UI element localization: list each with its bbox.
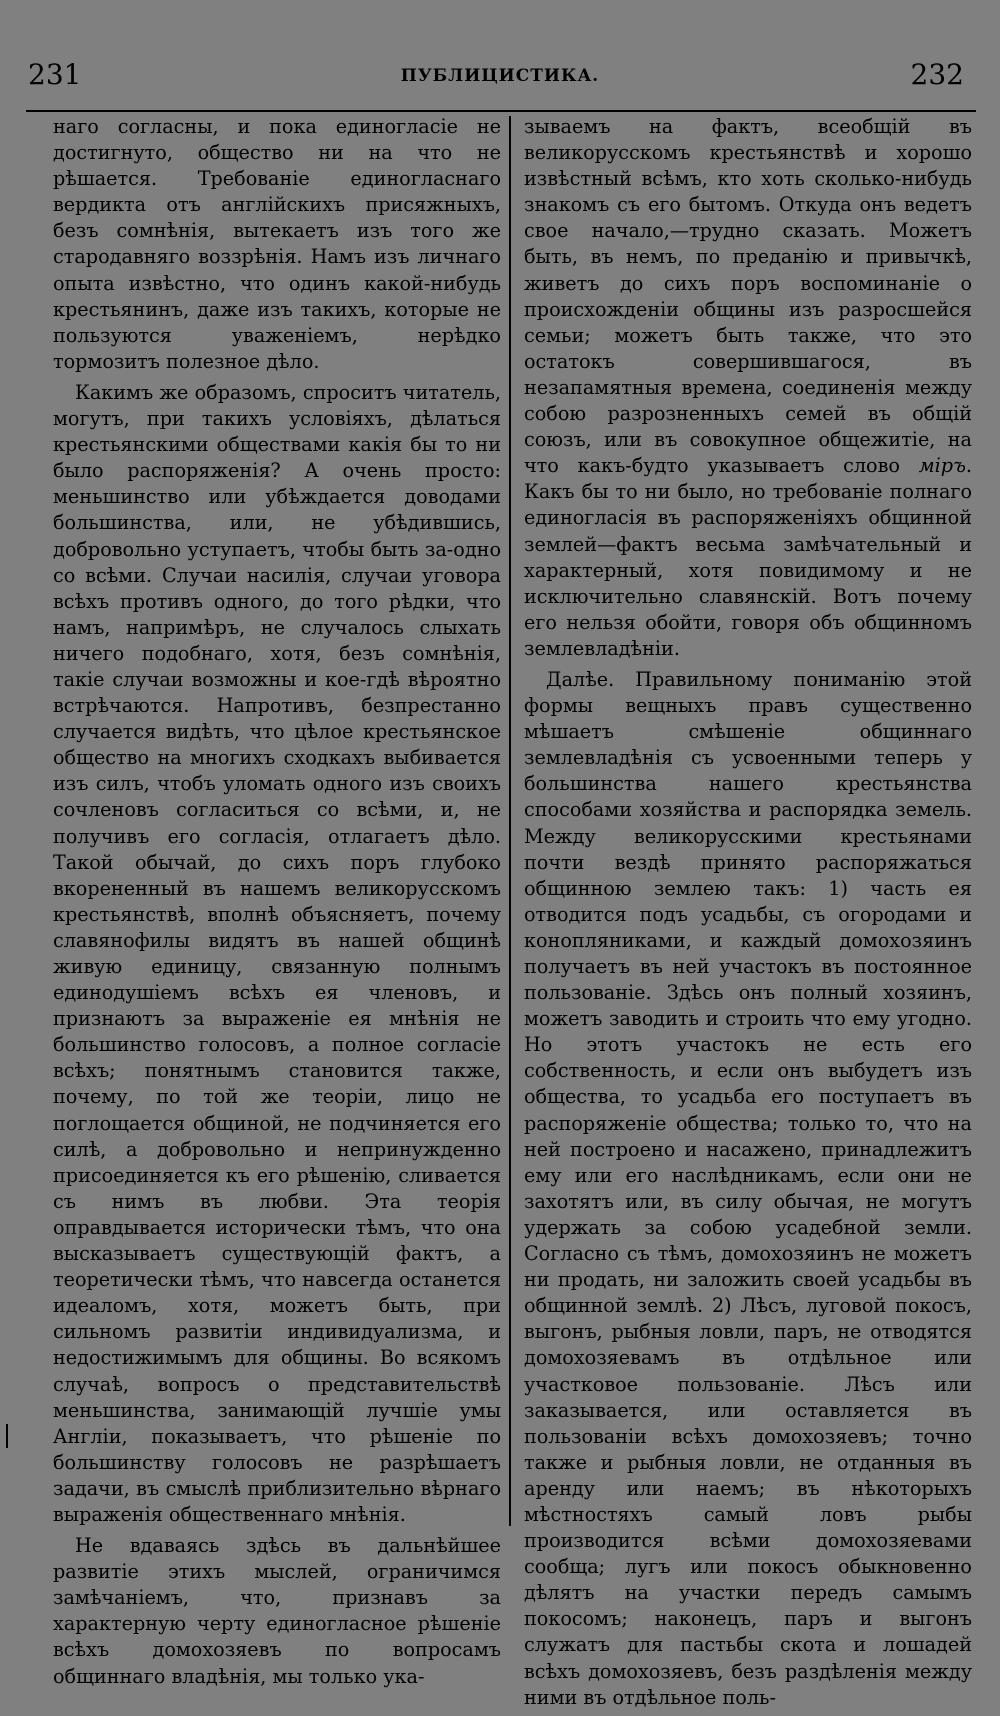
left-paragraph-1: наго согласны, и пока единогласіе не достигнуто, общество ни на что не рѣшается. Требованіе единогласнаго вердикта отъ англійскихъ присяжныхъ, безъ сомнѣнія, вытекаетъ изъ того же стародавняго воззрѣнія. Намъ изъ личнаго опыта извѣстно, что одинъ какой-нибудь крестьянинъ, даже изъ такихъ, которые не пользуются уваженіемъ, нерѣдко тормозитъ полезное дѣло. (53, 115, 501, 373)
left-paragraph-2: Какимъ же образомъ, спроситъ читатель, могутъ, при такихъ условіяхъ, дѣлаться крестьянскими обществами какія бы то ни было распоряженія? А очень просто: меньшинство или убѣждается доводами большинства, или, не убѣдившись, добровольно уступаетъ, чтобы быть за-одно со всѣми. Случаи насилія, случаи уговора всѣхъ противъ одного, до того рѣдки, что намъ, напримѣръ, не случалось слыхать ничего подобнаго, хотя, безъ сомнѣнія, такіе случаи возможны и кое-гдѣ вѣроятно встрѣчаются. Напротивъ, безпрестанно случается видѣть, что цѣлое крестьянское общество на многихъ сходкахъ выбивается изъ силъ, чтобъ уломать одного изъ своихъ сочленовъ согласиться со всѣми, и, не получивъ его согласія, отлагаетъ дѣло. Такой обычай, до сихъ поръ глубоко вкорененный въ нашемъ великорусскомъ крестьянствѣ, вполнѣ объясняетъ, почему славянофилы видятъ въ нашей общинѣ живую единицу, связанную полнымъ единодушіемъ всѣхъ ея членовъ, и признаютъ за выраженіе ея мнѣнія не большинство голосовъ, а полное согласіе всѣхъ; понятнымъ становится также, почему, по той же теоріи, лицо не поглощается общиной, не подчиняется его силѣ, а добровольно и непринужденно присоединяется къ его рѣшенію, сливается съ нимъ въ любви. Эта теорія оправдывается исторически тѣмъ, что она высказываетъ существующій фактъ, а теоретически тѣмъ, что навсегда останется идеаломъ, хотя, можетъ быть, при сильномъ развитіи индивидуализма, и недостижимымъ для общины. Во всякомъ случаѣ, вопросъ о представительствѣ меньшинства, занимающій лучшіе умы Англіи, показываетъ, что рѣшеніе по большинству голосовъ не разрѣшаетъ задачи, въ смыслѣ приблизительно вѣрнаго выраженія общественнаго мнѣнія. (53, 380, 501, 1526)
right-paragraph-2: Далѣе. Правильному пониманію этой формы вещныхъ правъ существенно мѣшаетъ смѣшеніе общиннаго землевладѣнія съ усвоенными теперь у большинства нашего крестьянства способами хозяйства и распорядка земель. Между великорусскими крестьянами почти вездѣ принято распоряжаться общинною землею такъ: 1) часть ея отводится подъ усадьбы, съ огородами и конопляниками, и каждый домохозяинъ получаетъ въ ней участокъ въ постоянное пользованіе. Здѣсь онъ полный хозяинъ, можетъ заводить и строить что ему угодно. Но этотъ участокъ не есть его собственность, и если онъ выбудетъ изъ общества, то усадьба его поступаетъ въ распоряженіе общества; только то, что на ней построено и насажено, принадлежитъ ему или его наслѣдникамъ, если они не захотятъ или, въ силу обычая, не могутъ удержать за собою усадебной земли. Согласно съ тѣмъ, домохозяинъ не можетъ ни продать, ни заложить своей усадьбы въ общинной землѣ. 2) Лѣсъ, луговой покосъ, выгонъ, рыбныя ловли, паръ, не отводятся домохозяевамъ въ отдѣльное или участковое пользованіе. Лѣсъ или заказывается, или оставляется въ пользованіи всѣхъ домохозяевъ; точно также и рыбныя ловли, не отданныя въ аренду или наемъ; въ нѣкоторыхъ мѣстностяхъ самый ловъ рыбы производится всѣми домохозяевами сообща; лугъ или покосъ обыкновенно дѣлятъ на участки передъ самымъ покосомъ; наконецъ, паръ и выгонъ служатъ для пастьбы скота и лошадей всѣхъ домохозяевъ, безъ раздѣленія между ними въ отдѣльное поль- (524, 667, 972, 1709)
italic-word-mir: міръ (918, 454, 966, 478)
right-paragraph-1 (524, 114, 972, 662)
right-paragraph-1-part-a: зываемъ на фактъ, всеобщій въ великорусскомъ крестьянствѣ и хорошо извѣстный всѣмъ, кто хоть сколько-нибудь знакомъ съ его бытомъ. Откуда онъ ведетъ свое начало,—трудно сказать. Можетъ быть, въ немъ, по преданію и привычкѣ, живетъ до сихъ поръ воспоминаніе о происхожденіи общины изъ разросшейся семьи; можетъ быть также, что это остатокъ совершившагося, въ незапамятныя времена, соединенія между собою разрозненныхъ семей въ общій союзъ, или въ совокупное общежитіе, на что какъ-будто указываетъ слово (524, 115, 972, 478)
header-rule (26, 110, 976, 112)
running-title: ПУБЛИЦИСТИКА. (400, 66, 600, 86)
right-column (524, 114, 972, 1716)
page-header (0, 58, 1000, 98)
left-column (53, 114, 501, 1695)
right-paragraph-1-part-b: . Какъ бы то ни было, но требованіе полнаго единогласія въ распоряженіяхъ общинной землей—фактъ весьма замѣчательный и характерный, хотя повидимому и не исключительно славянскій. Вотъ почему его нельзя обойти, говоря объ общинномъ землевладѣніи. (524, 454, 972, 660)
page-number-left: 231 (28, 58, 82, 91)
margin-mark (6, 1424, 8, 1448)
page-number-right: 232 (910, 58, 964, 91)
left-paragraph-3: Не вдаваясь здѣсь въ дальнѣйшее развитіе этихъ мыслей, ограничимся замѣчаніемъ, что, признавъ за характерную черту единогласное рѣшеніе всѣхъ домохозяевъ по вопросамъ общиннаго владѣнія, мы только ука- (53, 1534, 501, 1688)
column-divider (509, 116, 511, 1526)
